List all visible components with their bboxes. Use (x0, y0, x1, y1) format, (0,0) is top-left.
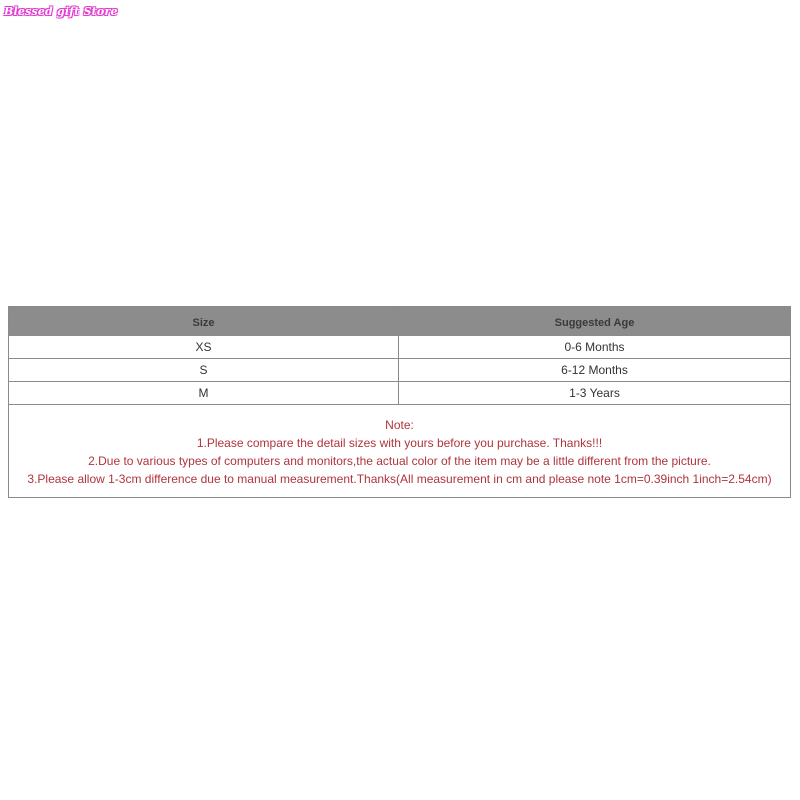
table-row (9, 336, 790, 359)
size-chart-table (8, 306, 791, 498)
column-header-size: Size (9, 307, 399, 335)
age-cell: 6-12 Months (561, 363, 628, 377)
store-watermark: Blessed gift Store (4, 5, 118, 18)
size-cell: M (9, 382, 399, 404)
table-header-row (9, 307, 790, 336)
note-line-3: 3.Please allow 1-3cm difference due to manual measurement.Thanks(All measurement in cm and please note 1cm=0.39inch 1inch=2.54cm) (27, 471, 772, 486)
age-cell: 0-6 Months (564, 340, 625, 354)
note-section (9, 405, 790, 497)
column-header-suggested-age: Suggested Age (554, 316, 635, 329)
table-row (9, 359, 790, 382)
age-cell: 1-3 Years (569, 386, 620, 400)
note-title: Note: (385, 417, 414, 432)
table-row (9, 382, 790, 405)
size-cell: XS (9, 336, 399, 358)
note-line-2: 2.Due to various types of computers and monitors,the actual color of the item may be a little different from the picture. (88, 453, 711, 468)
size-cell: S (9, 359, 399, 381)
note-line-1: 1.Please compare the detail sizes with yours before you purchase. Thanks!!! (196, 435, 603, 450)
